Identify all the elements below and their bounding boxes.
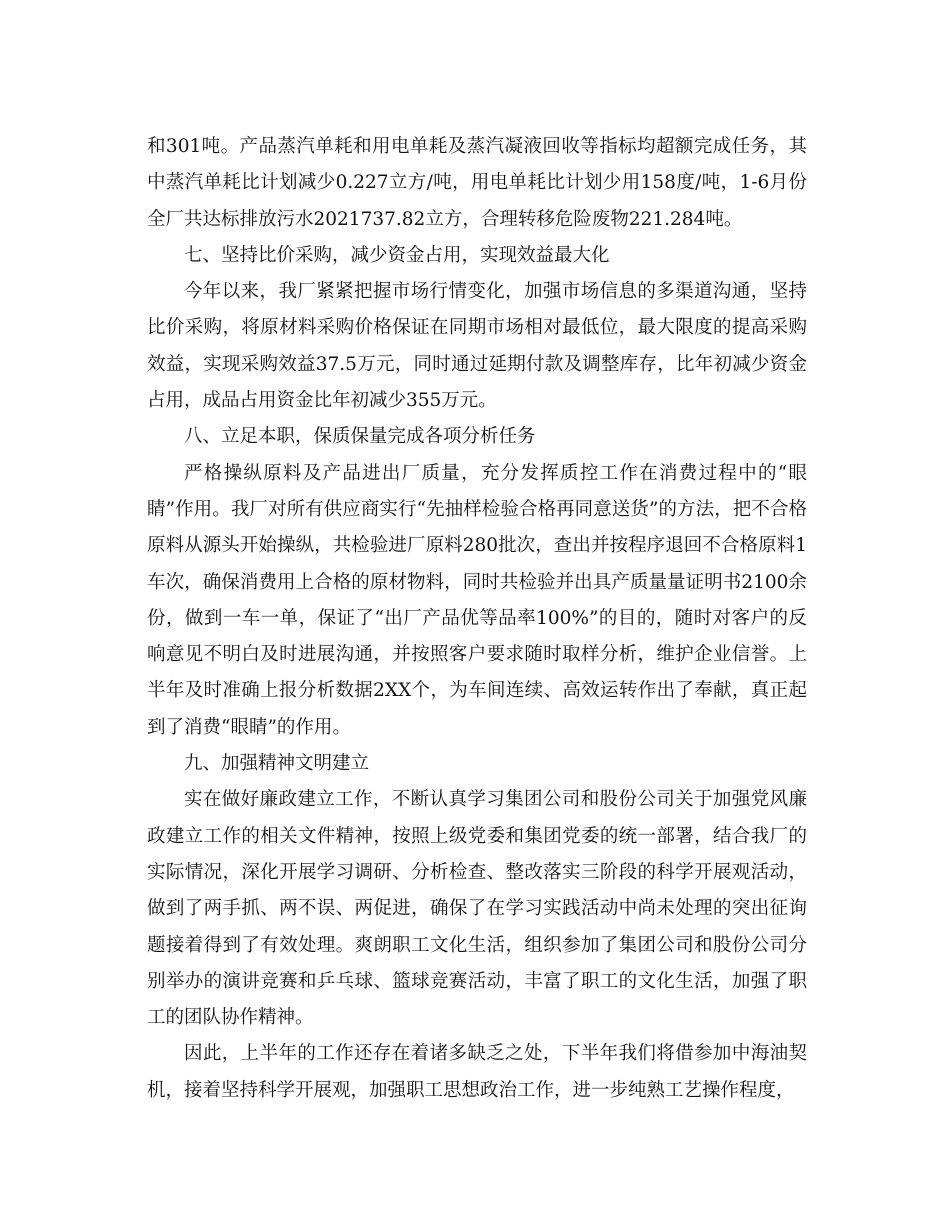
document-body [147,129,807,1109]
paragraph-civilization: 实在做好廉政建立工作，不断认真学习集团公司和股份公司关于加强党风廉政建立工作的相关文件精神，按照上级党委和集团党委的统一部署，结合我厂的实际情况，深化开展学习调研、分析检查、整改落实三阶段的科学开展观活动，做到了两手抓、两不误、两促进，确保了在学习实践活动中尚未处理的突出征询题接着得到了有效处理。爽朗职工文化生活，组织参加了集团公司和股份公司分别举办的演讲竞赛和乒乓球、篮球竞赛活动，丰富了职工的文化生活，加强了职工的团队协作精神。 [147,789,807,1029]
section-heading-civilization: 九、加强精神文明建立 [184,753,370,775]
paragraph-conclusion: 因此，上半年的工作还存在着诸多缺乏之处，下半年我们将借参加中海油契机，接着坚持科学开展观，加强职工思想政治工作，进一步纯熟工艺操作程度， [147,1043,807,1101]
section-heading-analysis: 八、立足本职，保质保量完成各项分析任务 [184,426,536,448]
paragraph-emissions-continued: 和301吨。产品蒸汽单耗和用电单耗及蒸汽凝液回收等指标均超额完成任务，其中蒸汽单耗比计划减少0.227立方/吨，用电单耗比计划少用158度/吨，1-6月份全厂共达标排放污水2021737.82立方，合理转移危险废物221.284吨。 [147,136,807,230]
paragraph-analysis: 严格操纵原料及产品进出厂质量，充分发挥质控工作在消费过程中的“眼睛”作用。我厂对所有供应商实行“先抽样检验合格再同意送货”的方法，把不合格原料从源头开始操纵，共检验进厂原料280批次，查出并按程序退回不合格原料1车次，确保消费用上合格的原材物料，同时共检验并出具产质量量证明书2100余份，做到一车一单，保证了“出厂产品优等品率100%”的目的，随时对客户的反响意见不明白及时进展沟通，并按照客户要求随时取样分析，维护企业信誉。上半年及时准确上报分析数据2XX个，为车间连续、高效运转作出了奉献，真正起到了消费“眼睛”的作用。 [147,462,807,738]
paragraph-procurement: 今年以来，我厂紧紧把握市场行情变化，加强市场信息的多渠道沟通，坚持比价采购，将原材料采购价格保证在同期市场相对最低位，最大限度的提高采购效益，实现采购效益37.5万元，同时通过延期付款及调整库存，比年初减少资金占用，成品占用资金比年初减少355万元。 [147,281,807,412]
section-heading-procurement: 七、坚持比价采购，减少资金占用，实现效益最大化 [184,244,610,266]
